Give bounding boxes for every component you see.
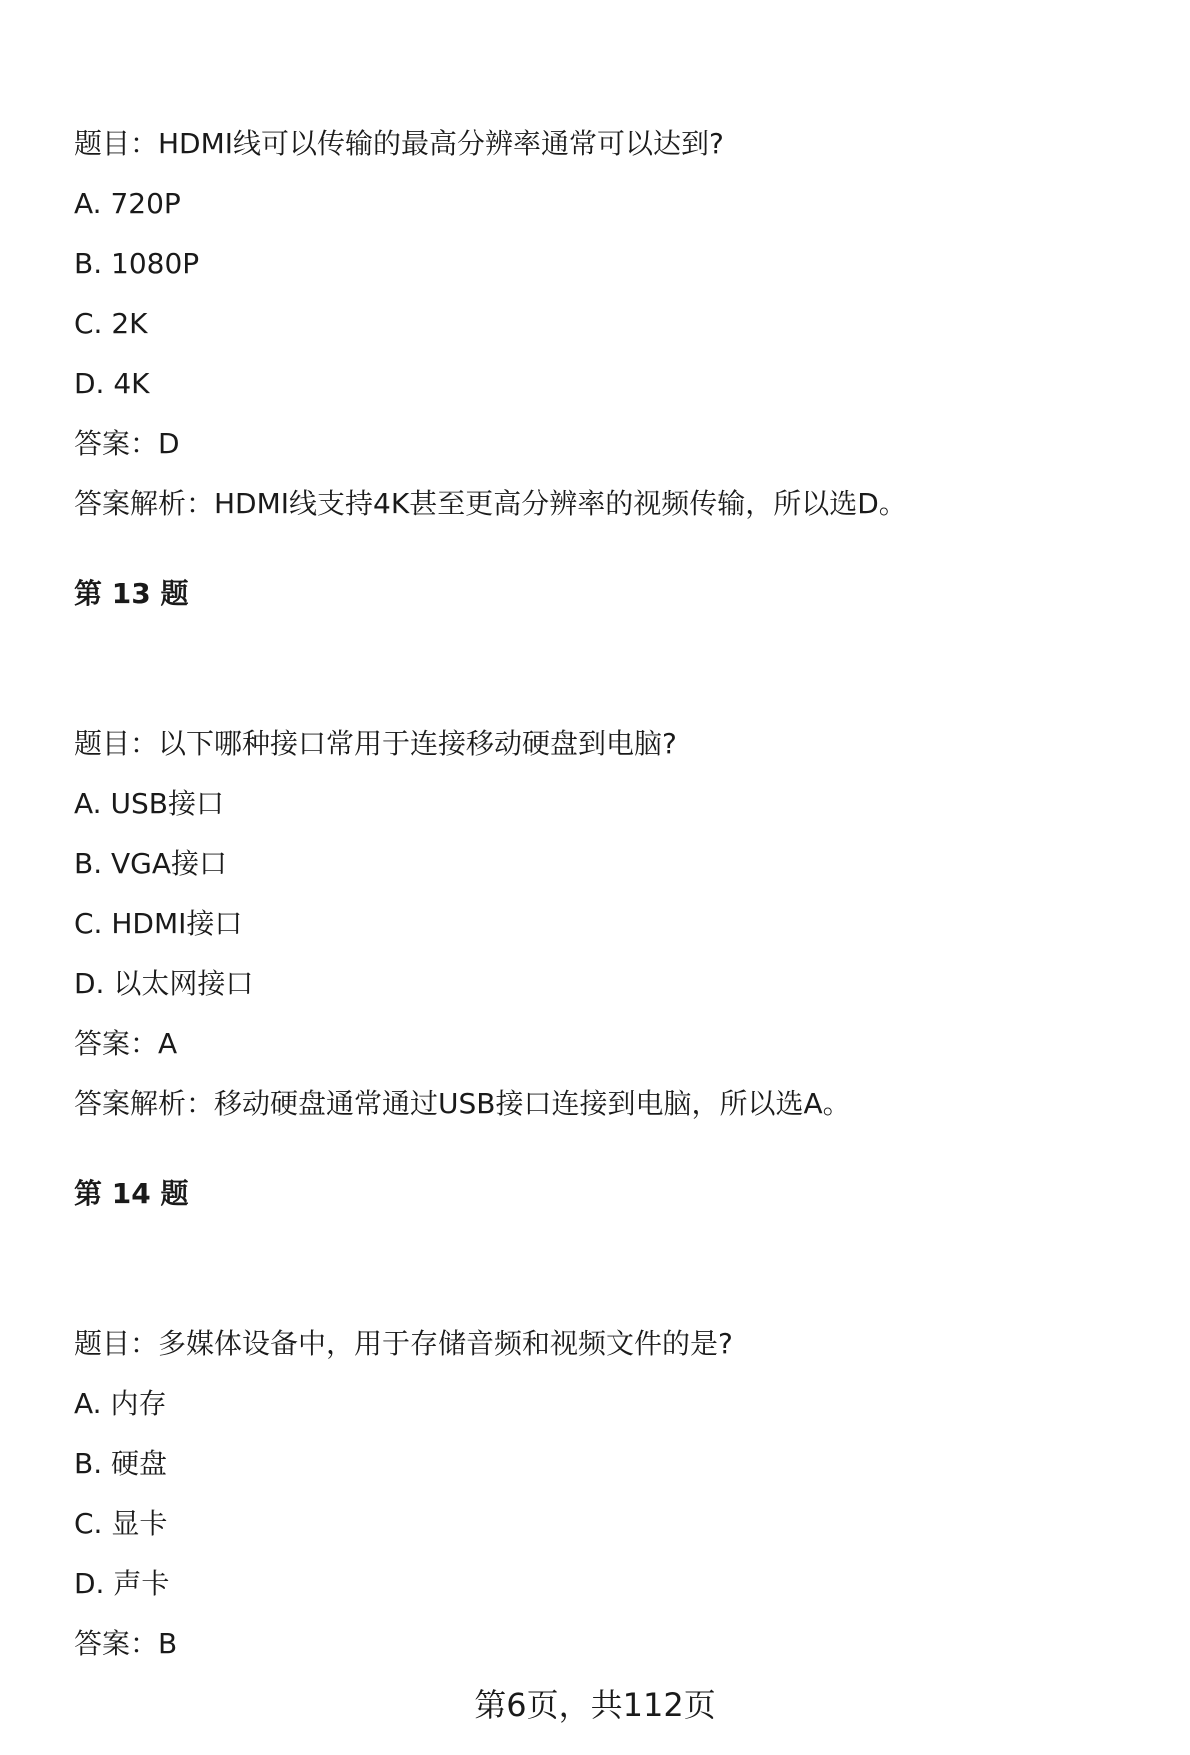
q12-question: 题目：HDMI线可以传输的最高分辨率通常可以达到? [74,127,724,160]
q14-option-c: C. 显卡 [74,1507,168,1540]
q14-question: 题目：多媒体设备中，用于存储音频和视频文件的是? [74,1327,733,1360]
q13-question: 题目：以下哪种接口常用于连接移动硬盘到电脑? [74,727,677,760]
q12-option-b: B. 1080P [74,247,200,280]
q14-option-d: D. 声卡 [74,1567,170,1600]
q12-option-a: A. 720P [74,187,181,220]
q13-heading: 第 13 题 [74,577,189,610]
q13-option-b: B. VGA接口 [74,847,228,880]
q12-answer: 答案：D [74,427,180,460]
q14-answer: 答案：B [74,1627,178,1660]
q14-option-b: B. 硬盘 [74,1447,168,1480]
q14-heading: 第 14 题 [74,1177,189,1210]
q13-explanation: 答案解析：移动硬盘通常通过USB接口连接到电脑，所以选A。 [74,1087,851,1120]
q13-option-a: A. USB接口 [74,787,224,820]
q12-option-d: D. 4K [74,367,150,400]
q14-option-a: A. 内存 [74,1387,167,1420]
q13-option-d: D. 以太网接口 [74,967,254,1000]
q13-option-c: C. HDMI接口 [74,907,243,940]
q12-explanation: 答案解析：HDMI线支持4K甚至更高分辨率的视频传输，所以选D。 [74,487,907,520]
page-footer: 第6页，共112页 [474,1686,716,1724]
q12-option-c: C. 2K [74,307,148,340]
q13-answer: 答案：A [74,1027,178,1060]
